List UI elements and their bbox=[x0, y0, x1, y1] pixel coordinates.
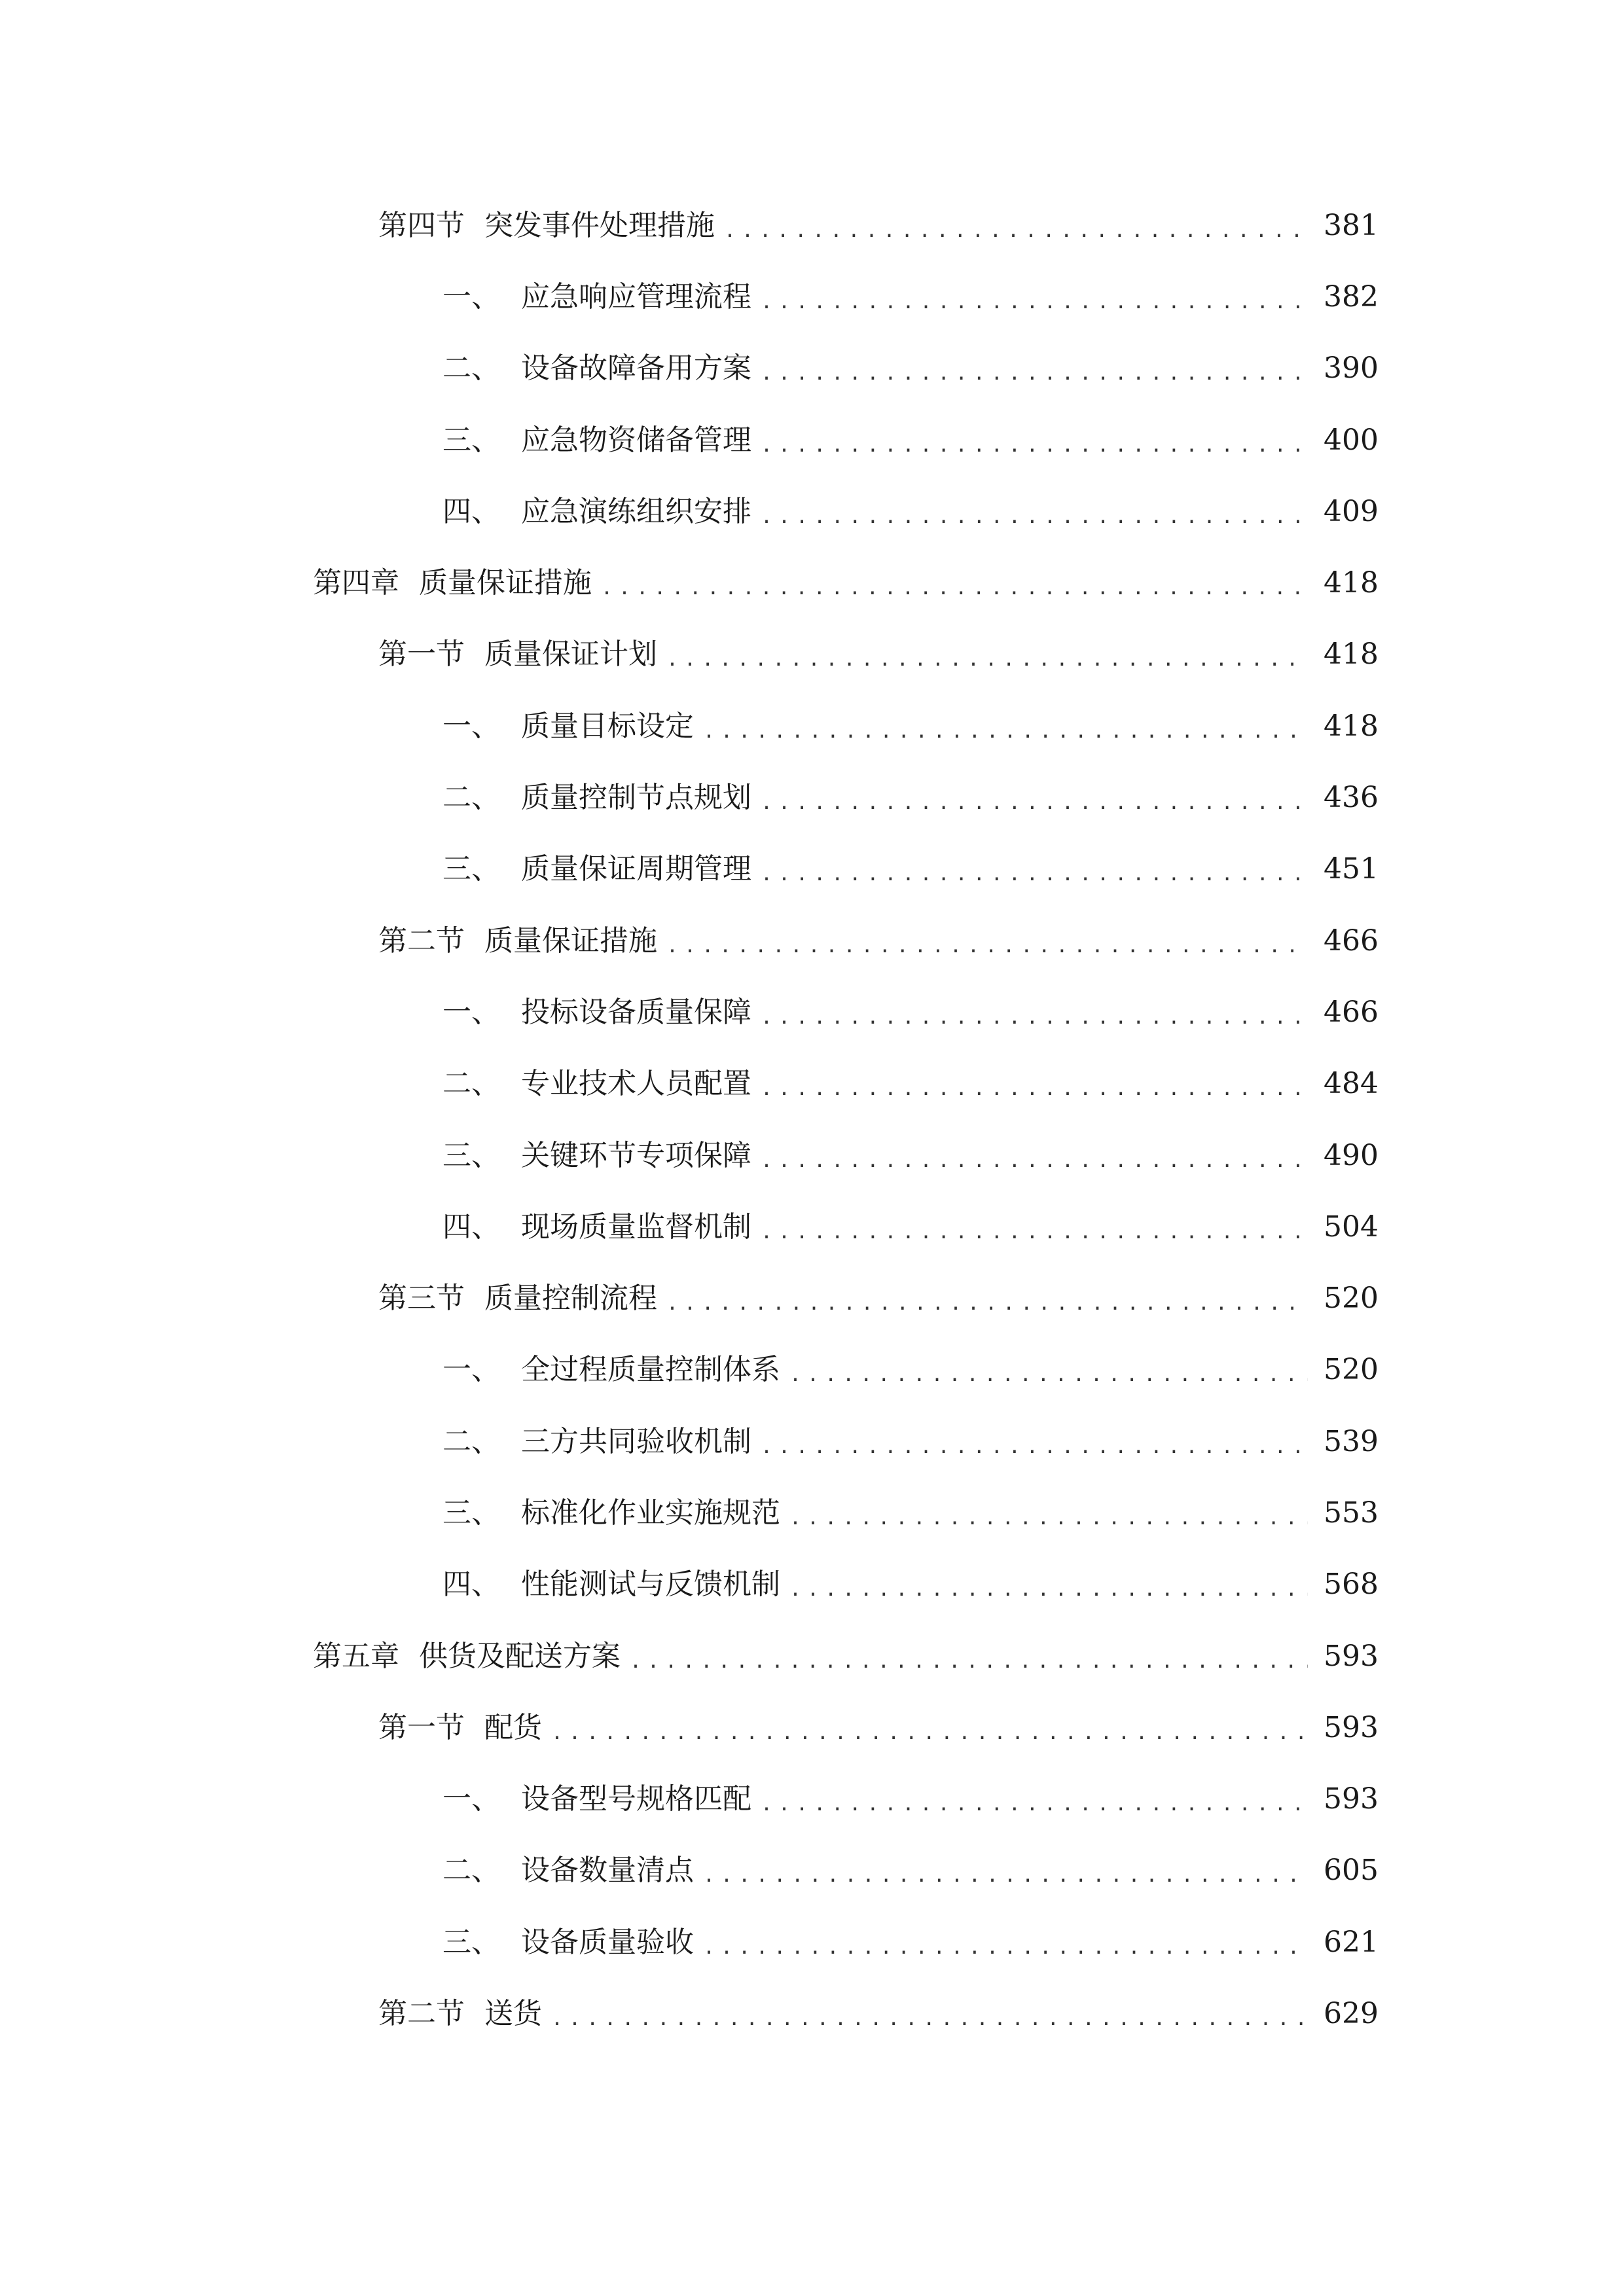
toc-entry-number: 一、 bbox=[442, 1353, 500, 1387]
toc-entry-number: 一、 bbox=[442, 1782, 500, 1816]
table-of-contents bbox=[0, 190, 1624, 2050]
toc-entry[interactable] bbox=[0, 1191, 1624, 1263]
toc-entry-number: 三、 bbox=[442, 852, 500, 886]
toc-entry-label: 设备型号规格匹配 bbox=[521, 1782, 751, 1816]
toc-entry-number: 一、 bbox=[442, 995, 500, 1029]
toc-dot-leader bbox=[761, 778, 1308, 817]
toc-entry[interactable] bbox=[0, 1764, 1624, 1835]
toc-entry-number: 第五章 bbox=[313, 1639, 399, 1673]
toc-page-number: 381 bbox=[1324, 208, 1379, 242]
toc-entry-number: 二、 bbox=[442, 1854, 500, 1888]
toc-entry[interactable] bbox=[0, 1120, 1624, 1191]
toc-dot-leader bbox=[761, 850, 1308, 889]
toc-entry-label: 质量控制节点规划 bbox=[521, 781, 751, 815]
toc-entry-title bbox=[378, 922, 657, 961]
toc-entry[interactable] bbox=[0, 404, 1624, 476]
toc-entry-title bbox=[442, 1565, 780, 1604]
toc-entry-title bbox=[442, 278, 751, 317]
toc-entry-label: 投标设备质量保障 bbox=[521, 995, 751, 1029]
toc-entry-title bbox=[442, 492, 751, 531]
toc-entry-title bbox=[442, 1136, 751, 1175]
toc-entry-number: 四、 bbox=[442, 1210, 500, 1244]
toc-entry-label: 应急演练组织安排 bbox=[521, 494, 751, 528]
toc-entry-label: 质量控制流程 bbox=[484, 1282, 657, 1316]
toc-entry[interactable] bbox=[0, 1549, 1624, 1621]
toc-entry[interactable] bbox=[0, 619, 1624, 691]
toc-entry-number: 第二节 bbox=[378, 1997, 465, 2031]
toc-entry-title bbox=[313, 564, 592, 603]
toc-page-number: 520 bbox=[1324, 1282, 1379, 1316]
toc-entry-label: 关键环节专项保障 bbox=[521, 1138, 751, 1172]
toc-entry-number: 二、 bbox=[442, 781, 500, 815]
toc-page-number: 409 bbox=[1324, 494, 1379, 528]
toc-entry[interactable] bbox=[0, 1477, 1624, 1549]
toc-dot-leader bbox=[761, 278, 1308, 317]
toc-entry-number: 四、 bbox=[442, 1568, 500, 1602]
toc-dot-leader bbox=[761, 349, 1308, 388]
toc-entry-number: 第四章 bbox=[313, 566, 399, 600]
toc-entry-number: 二、 bbox=[442, 1424, 500, 1458]
toc-entry-title bbox=[442, 1350, 780, 1390]
toc-dot-leader bbox=[789, 1494, 1308, 1533]
toc-entry-number: 第四节 bbox=[378, 208, 465, 242]
toc-page-number: 466 bbox=[1324, 995, 1379, 1029]
toc-entry-title bbox=[442, 707, 694, 746]
toc-dot-leader bbox=[666, 922, 1308, 961]
toc-entry-title bbox=[442, 850, 751, 889]
toc-entry-label: 应急响应管理流程 bbox=[521, 279, 751, 314]
toc-dot-leader bbox=[761, 1064, 1308, 1103]
toc-entry-number: 三、 bbox=[442, 423, 500, 457]
toc-page-number: 418 bbox=[1324, 637, 1379, 672]
toc-page-number: 520 bbox=[1324, 1353, 1379, 1387]
toc-entry-number: 三、 bbox=[442, 1925, 500, 1959]
toc-entry-number: 二、 bbox=[442, 1067, 500, 1101]
toc-entry[interactable] bbox=[0, 476, 1624, 547]
toc-entry-title bbox=[442, 993, 751, 1032]
toc-entry-title bbox=[442, 1923, 694, 1962]
toc-entry-title bbox=[378, 1279, 657, 1318]
toc-dot-leader bbox=[761, 1208, 1308, 1247]
toc-dot-leader bbox=[724, 206, 1308, 245]
toc-entry-label: 质量保证措施 bbox=[484, 924, 657, 958]
toc-dot-leader bbox=[761, 1136, 1308, 1175]
toc-entry[interactable] bbox=[0, 905, 1624, 977]
toc-entry[interactable] bbox=[0, 1621, 1624, 1692]
toc-page-number: 553 bbox=[1324, 1496, 1379, 1530]
toc-entry-label: 设备质量验收 bbox=[521, 1925, 694, 1959]
toc-entry[interactable] bbox=[0, 547, 1624, 619]
toc-entry[interactable] bbox=[0, 333, 1624, 404]
toc-entry-label: 全过程质量控制体系 bbox=[521, 1353, 780, 1387]
toc-entry-number: 一、 bbox=[442, 709, 500, 743]
toc-entry-label: 三方共同验收机制 bbox=[521, 1424, 751, 1458]
toc-dot-leader bbox=[703, 1851, 1308, 1890]
toc-entry-label: 标准化作业实施规范 bbox=[521, 1496, 780, 1530]
toc-entry-number: 第一节 bbox=[378, 1710, 465, 1744]
toc-dot-leader bbox=[761, 492, 1308, 531]
toc-page-number: 400 bbox=[1324, 423, 1379, 457]
toc-dot-leader bbox=[703, 707, 1308, 746]
toc-entry-title bbox=[442, 421, 751, 460]
toc-entry-title bbox=[442, 1208, 751, 1247]
toc-page-number: 539 bbox=[1324, 1424, 1379, 1458]
toc-page-number: 418 bbox=[1324, 709, 1379, 743]
toc-entry-label: 供货及配送方案 bbox=[419, 1639, 621, 1673]
toc-entry-label: 质量保证计划 bbox=[484, 637, 657, 672]
toc-page-number: 593 bbox=[1324, 1710, 1379, 1744]
toc-page-number: 593 bbox=[1324, 1782, 1379, 1816]
toc-page-number: 568 bbox=[1324, 1568, 1379, 1602]
toc-dot-leader bbox=[601, 564, 1308, 603]
toc-entry-label: 质量目标设定 bbox=[521, 709, 694, 743]
toc-entry-label: 配货 bbox=[484, 1710, 542, 1744]
toc-dot-leader bbox=[551, 1994, 1308, 2034]
toc-dot-leader bbox=[789, 1565, 1308, 1604]
toc-page-number: 484 bbox=[1324, 1067, 1379, 1101]
toc-entry[interactable] bbox=[0, 190, 1624, 261]
toc-entry-title bbox=[442, 349, 751, 388]
toc-dot-leader bbox=[761, 1780, 1308, 1819]
toc-entry-number: 一、 bbox=[442, 279, 500, 314]
toc-entry-label: 现场质量监督机制 bbox=[521, 1210, 751, 1244]
toc-entry-title bbox=[378, 1994, 542, 2034]
toc-entry-title bbox=[442, 1064, 751, 1103]
toc-entry-number: 第三节 bbox=[378, 1282, 465, 1316]
toc-page-number: 605 bbox=[1324, 1854, 1379, 1888]
toc-entry[interactable] bbox=[0, 834, 1624, 905]
toc-page-number: 466 bbox=[1324, 924, 1379, 958]
toc-entry-label: 突发事件处理措施 bbox=[484, 208, 715, 242]
toc-page-number: 621 bbox=[1324, 1925, 1379, 1959]
toc-entry[interactable] bbox=[0, 1835, 1624, 1907]
toc-entry-title bbox=[442, 1780, 751, 1819]
toc-entry-number: 四、 bbox=[442, 494, 500, 528]
toc-entry-title bbox=[378, 635, 657, 674]
toc-entry[interactable] bbox=[0, 1692, 1624, 1763]
toc-entry-number: 二、 bbox=[442, 351, 500, 386]
toc-entry[interactable] bbox=[0, 1049, 1624, 1120]
toc-dot-leader bbox=[789, 1350, 1308, 1390]
toc-entry-label: 质量保证措施 bbox=[419, 566, 592, 600]
toc-page-number: 504 bbox=[1324, 1210, 1379, 1244]
toc-page-number: 390 bbox=[1324, 351, 1379, 386]
toc-entry[interactable] bbox=[0, 762, 1624, 833]
toc-page-number: 593 bbox=[1324, 1639, 1379, 1673]
toc-entry-title bbox=[442, 1494, 780, 1533]
toc-entry-title bbox=[442, 1422, 751, 1462]
toc-entry[interactable] bbox=[0, 691, 1624, 762]
toc-page-number: 629 bbox=[1324, 1997, 1379, 2031]
toc-page-number: 490 bbox=[1324, 1138, 1379, 1172]
toc-entry-label: 应急物资储备管理 bbox=[521, 423, 751, 457]
toc-entry-label: 设备数量清点 bbox=[521, 1854, 694, 1888]
toc-dot-leader bbox=[551, 1708, 1308, 1748]
toc-entry[interactable] bbox=[0, 1907, 1624, 1978]
toc-entry-number: 第二节 bbox=[378, 924, 465, 958]
toc-entry-label: 性能测试与反馈机制 bbox=[521, 1568, 780, 1602]
toc-entry-label: 专业技术人员配置 bbox=[521, 1067, 751, 1101]
toc-entry-title bbox=[442, 1851, 694, 1890]
toc-entry-label: 设备故障备用方案 bbox=[521, 351, 751, 386]
toc-dot-leader bbox=[761, 993, 1308, 1032]
toc-entry[interactable] bbox=[0, 1263, 1624, 1334]
toc-entry-number: 三、 bbox=[442, 1138, 500, 1172]
toc-entry-title bbox=[442, 778, 751, 817]
toc-page-number: 382 bbox=[1324, 279, 1379, 314]
toc-page-number: 451 bbox=[1324, 852, 1379, 886]
toc-entry[interactable] bbox=[0, 1978, 1624, 2049]
toc-dot-leader bbox=[761, 1422, 1308, 1462]
toc-entry-number: 第一节 bbox=[378, 637, 465, 672]
toc-entry-title bbox=[378, 206, 715, 245]
toc-entry-label: 质量保证周期管理 bbox=[521, 852, 751, 886]
toc-entry[interactable] bbox=[0, 1335, 1624, 1406]
toc-dot-leader bbox=[630, 1637, 1308, 1676]
toc-entry[interactable] bbox=[0, 1406, 1624, 1477]
toc-page-number: 436 bbox=[1324, 781, 1379, 815]
toc-dot-leader bbox=[666, 635, 1308, 674]
toc-entry[interactable] bbox=[0, 261, 1624, 332]
toc-entry-title bbox=[313, 1637, 621, 1676]
toc-entry-title bbox=[378, 1708, 542, 1748]
toc-entry[interactable] bbox=[0, 977, 1624, 1048]
toc-page-number: 418 bbox=[1324, 566, 1379, 600]
toc-entry-label: 送货 bbox=[484, 1997, 542, 2031]
toc-dot-leader bbox=[703, 1923, 1308, 1962]
toc-dot-leader bbox=[761, 421, 1308, 460]
toc-dot-leader bbox=[666, 1279, 1308, 1318]
toc-entry-number: 三、 bbox=[442, 1496, 500, 1530]
